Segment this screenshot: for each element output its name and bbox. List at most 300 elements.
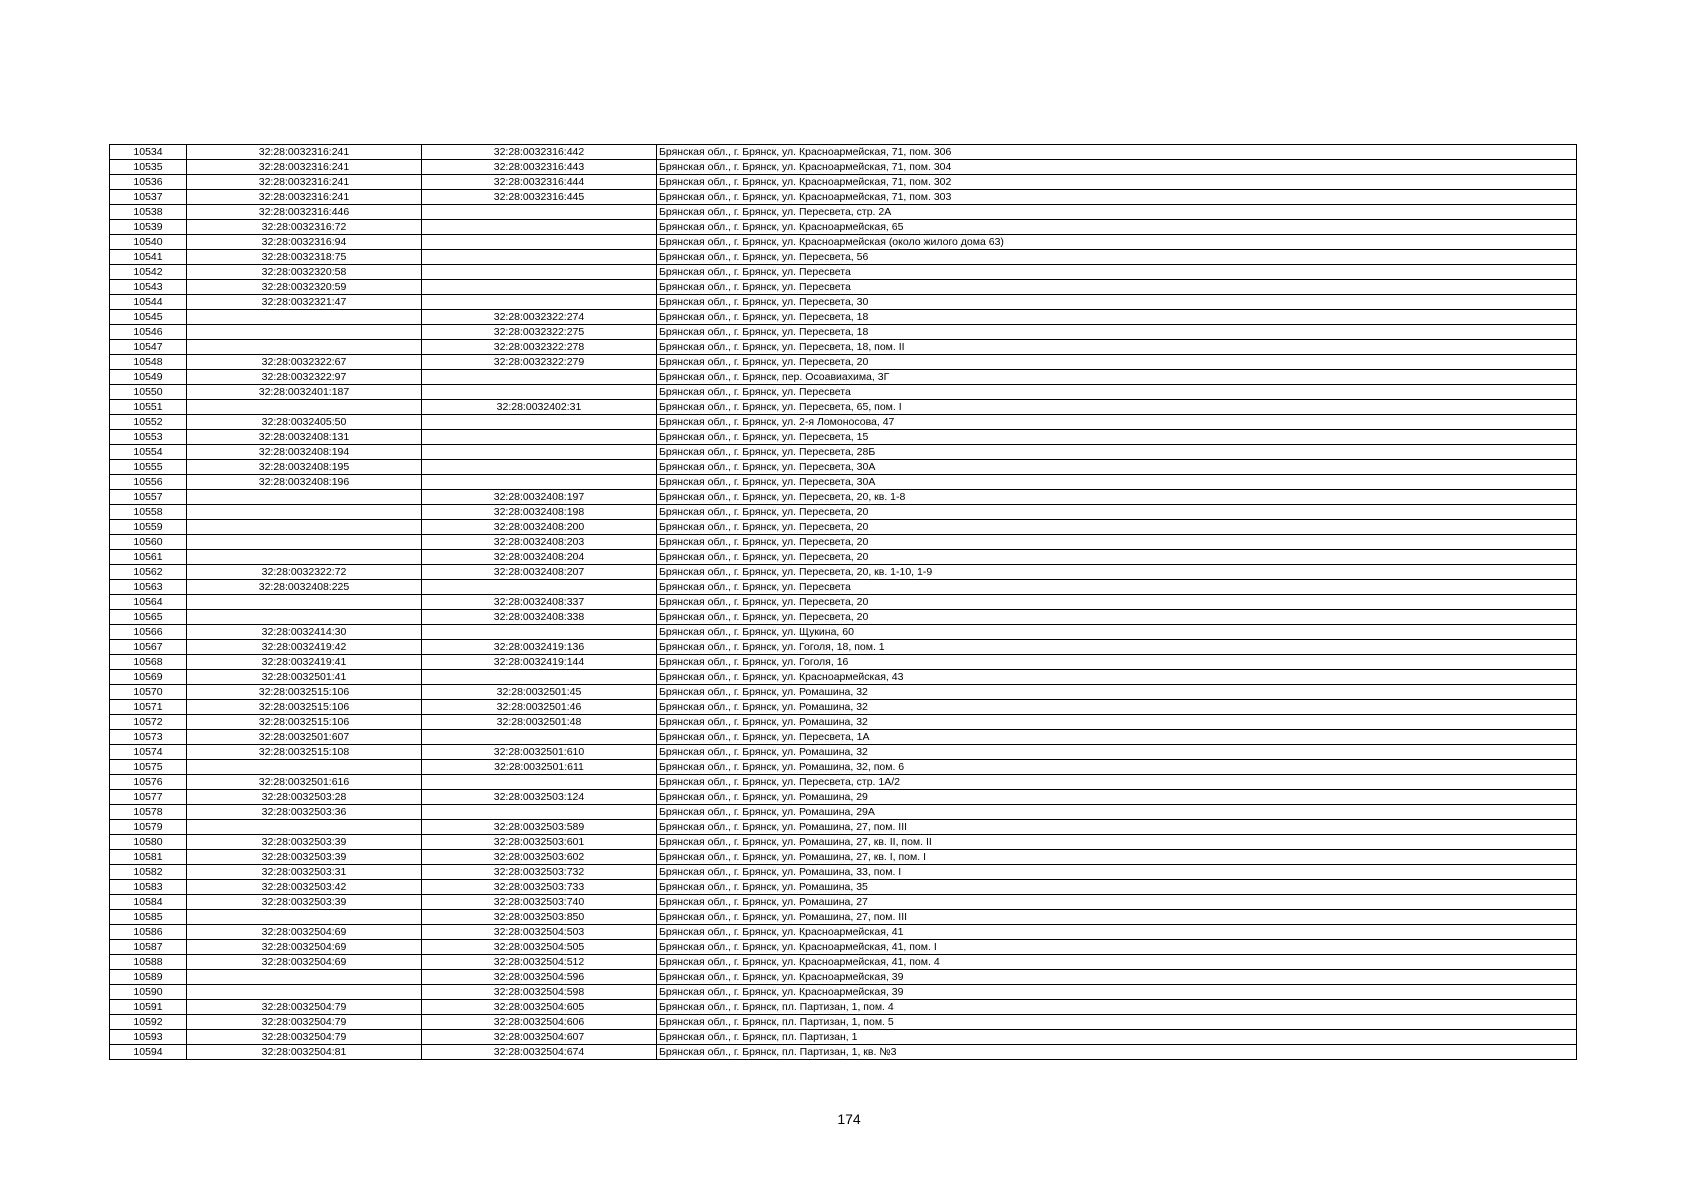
object-cadastral-number-cell: [422, 385, 657, 400]
object-cadastral-number-cell: 32:28:0032503:733: [422, 880, 657, 895]
table-row: [110, 835, 1577, 850]
row-number-cell: 10551: [110, 400, 187, 415]
row-number-cell: 10592: [110, 1015, 187, 1030]
object-cadastral-number-cell: 32:28:0032316:444: [422, 175, 657, 190]
cadastral-number-cell: 32:28:0032503:39: [187, 895, 422, 910]
address-cell: Брянская обл., г. Брянск, ул. Пересвета: [657, 280, 1577, 295]
object-cadastral-number-cell: 32:28:0032408:207: [422, 565, 657, 580]
address-cell: Брянская обл., г. Брянск, ул. Пересвета, 28Б: [657, 445, 1577, 460]
address-cell: Брянская обл., г. Брянск, ул. Ромашина, 32: [657, 715, 1577, 730]
address-cell: Брянская обл., г. Брянск, ул. Красноармейская, 43: [657, 670, 1577, 685]
cadastral-number-cell: 32:28:0032408:196: [187, 475, 422, 490]
table-row: [110, 460, 1577, 475]
cadastral-number-cell: [187, 820, 422, 835]
table-row: [110, 415, 1577, 430]
object-cadastral-number-cell: 32:28:0032322:278: [422, 340, 657, 355]
table-row: [110, 970, 1577, 985]
table-row: [110, 760, 1577, 775]
cadastral-number-cell: [187, 535, 422, 550]
object-cadastral-number-cell: 32:28:0032503:740: [422, 895, 657, 910]
row-number-cell: 10584: [110, 895, 187, 910]
address-cell: Брянская обл., г. Брянск, ул. Красноармейская, 41, пом. 4: [657, 955, 1577, 970]
address-cell: Брянская обл., г. Брянск, ул. Пересвета, 20: [657, 550, 1577, 565]
cadastral-number-cell: 32:28:0032316:94: [187, 235, 422, 250]
object-cadastral-number-cell: 32:28:0032504:598: [422, 985, 657, 1000]
table-row: [110, 220, 1577, 235]
address-cell: Брянская обл., г. Брянск, ул. Пересвета: [657, 385, 1577, 400]
address-cell: Брянская обл., г. Брянск, ул. Красноармейская, 71, пом. 304: [657, 160, 1577, 175]
row-number-cell: 10570: [110, 685, 187, 700]
table-body: [110, 145, 1577, 1060]
object-cadastral-number-cell: 32:28:0032504:607: [422, 1030, 657, 1045]
table-row: [110, 640, 1577, 655]
object-cadastral-number-cell: 32:28:0032419:136: [422, 640, 657, 655]
address-cell: Брянская обл., г. Брянск, ул. Ромашина, 27, кв. I, пом. I: [657, 850, 1577, 865]
cadastral-number-cell: [187, 970, 422, 985]
address-cell: Брянская обл., г. Брянск, ул. Ромашина, 27, пом. III: [657, 820, 1577, 835]
object-cadastral-number-cell: 32:28:0032316:443: [422, 160, 657, 175]
row-number-cell: 10564: [110, 595, 187, 610]
row-number-cell: 10589: [110, 970, 187, 985]
address-cell: Брянская обл., г. Брянск, ул. Пересвета, 20: [657, 505, 1577, 520]
address-cell: Брянская обл., г. Брянск, ул. Ромашина, 29А: [657, 805, 1577, 820]
object-cadastral-number-cell: 32:28:0032504:606: [422, 1015, 657, 1030]
object-cadastral-number-cell: [422, 370, 657, 385]
address-cell: Брянская обл., г. Брянск, ул. Ромашина, 32: [657, 685, 1577, 700]
object-cadastral-number-cell: 32:28:0032503:732: [422, 865, 657, 880]
table-row: [110, 610, 1577, 625]
address-cell: Брянская обл., г. Брянск, ул. Пересвета, 30А: [657, 475, 1577, 490]
row-number-cell: 10581: [110, 850, 187, 865]
table-row: [110, 265, 1577, 280]
cadastral-number-cell: 32:28:0032504:81: [187, 1045, 422, 1060]
cadastral-number-cell: 32:28:0032316:241: [187, 160, 422, 175]
object-cadastral-number-cell: 32:28:0032504:505: [422, 940, 657, 955]
row-number-cell: 10555: [110, 460, 187, 475]
table-row: [110, 430, 1577, 445]
address-cell: Брянская обл., г. Брянск, пл. Партизан, 1, кв. №3: [657, 1045, 1577, 1060]
row-number-cell: 10539: [110, 220, 187, 235]
table-row: [110, 925, 1577, 940]
cadastral-number-cell: 32:28:0032316:241: [187, 145, 422, 160]
row-number-cell: 10573: [110, 730, 187, 745]
address-cell: Брянская обл., г. Брянск, пер. Осоавиахима, 3Г: [657, 370, 1577, 385]
cadastral-number-cell: [187, 550, 422, 565]
object-cadastral-number-cell: [422, 730, 657, 745]
row-number-cell: 10575: [110, 760, 187, 775]
object-cadastral-number-cell: [422, 415, 657, 430]
object-cadastral-number-cell: [422, 295, 657, 310]
table-row: [110, 340, 1577, 355]
table-row: [110, 580, 1577, 595]
table-row: [110, 145, 1577, 160]
object-cadastral-number-cell: 32:28:0032503:602: [422, 850, 657, 865]
object-cadastral-number-cell: [422, 235, 657, 250]
address-cell: Брянская обл., г. Брянск, ул. Пересвета, 20, кв. 1-8: [657, 490, 1577, 505]
object-cadastral-number-cell: 32:28:0032402:31: [422, 400, 657, 415]
table-row: [110, 535, 1577, 550]
address-cell: Брянская обл., г. Брянск, ул. Пересвета, 30: [657, 295, 1577, 310]
row-number-cell: 10558: [110, 505, 187, 520]
address-cell: Брянская обл., г. Брянск, ул. Пересвета, стр. 1А/2: [657, 775, 1577, 790]
address-cell: Брянская обл., г. Брянск, ул. Красноармейская, 39: [657, 970, 1577, 985]
cadastral-number-cell: [187, 400, 422, 415]
row-number-cell: 10582: [110, 865, 187, 880]
cadastral-number-cell: 32:28:0032501:41: [187, 670, 422, 685]
object-cadastral-number-cell: 32:28:0032504:503: [422, 925, 657, 940]
table-row: [110, 655, 1577, 670]
cadastral-number-cell: 32:28:0032401:187: [187, 385, 422, 400]
table-row: [110, 445, 1577, 460]
row-number-cell: 10538: [110, 205, 187, 220]
cadastral-number-cell: 32:28:0032503:42: [187, 880, 422, 895]
address-cell: Брянская обл., г. Брянск, ул. Пересвета, 65, пом. I: [657, 400, 1577, 415]
object-cadastral-number-cell: 32:28:0032408:203: [422, 535, 657, 550]
cadastral-number-cell: 32:28:0032503:28: [187, 790, 422, 805]
object-cadastral-number-cell: 32:28:0032419:144: [422, 655, 657, 670]
object-cadastral-number-cell: 32:28:0032408:338: [422, 610, 657, 625]
address-cell: Брянская обл., г. Брянск, ул. Красноармейская, 71, пом. 302: [657, 175, 1577, 190]
table-row: [110, 235, 1577, 250]
address-cell: Брянская обл., г. Брянск, ул. Ромашина, 32: [657, 700, 1577, 715]
address-cell: Брянская обл., г. Брянск, ул. Красноармейская, 71, пом. 303: [657, 190, 1577, 205]
object-cadastral-number-cell: [422, 670, 657, 685]
object-cadastral-number-cell: [422, 265, 657, 280]
table-row: [110, 1030, 1577, 1045]
table-row: [110, 820, 1577, 835]
object-cadastral-number-cell: [422, 805, 657, 820]
cadastral-number-cell: 32:28:0032503:39: [187, 835, 422, 850]
cadastral-number-cell: 32:28:0032504:69: [187, 955, 422, 970]
row-number-cell: 10566: [110, 625, 187, 640]
object-cadastral-number-cell: 32:28:0032501:611: [422, 760, 657, 775]
row-number-cell: 10561: [110, 550, 187, 565]
row-number-cell: 10534: [110, 145, 187, 160]
row-number-cell: 10591: [110, 1000, 187, 1015]
row-number-cell: 10556: [110, 475, 187, 490]
cadastral-number-cell: 32:28:0032503:36: [187, 805, 422, 820]
table-row: [110, 880, 1577, 895]
object-cadastral-number-cell: [422, 460, 657, 475]
row-number-cell: 10588: [110, 955, 187, 970]
table-row: [110, 985, 1577, 1000]
address-cell: Брянская обл., г. Брянск, ул. Красноармейская, 39: [657, 985, 1577, 1000]
row-number-cell: 10578: [110, 805, 187, 820]
row-number-cell: 10590: [110, 985, 187, 1000]
object-cadastral-number-cell: 32:28:0032316:442: [422, 145, 657, 160]
row-number-cell: 10536: [110, 175, 187, 190]
address-cell: Брянская обл., г. Брянск, ул. Пересвета: [657, 265, 1577, 280]
row-number-cell: 10580: [110, 835, 187, 850]
table-row: [110, 490, 1577, 505]
table-row: [110, 565, 1577, 580]
object-cadastral-number-cell: 32:28:0032503:589: [422, 820, 657, 835]
row-number-cell: 10594: [110, 1045, 187, 1060]
address-cell: Брянская обл., г. Брянск, ул. Ромашина, 35: [657, 880, 1577, 895]
object-cadastral-number-cell: [422, 280, 657, 295]
table-row: [110, 595, 1577, 610]
table-row: [110, 625, 1577, 640]
table-row: [110, 385, 1577, 400]
cadastral-number-cell: 32:28:0032408:225: [187, 580, 422, 595]
cadastral-number-cell: 32:28:0032408:194: [187, 445, 422, 460]
table-row: [110, 910, 1577, 925]
row-number-cell: 10583: [110, 880, 187, 895]
row-number-cell: 10554: [110, 445, 187, 460]
cadastral-number-cell: 32:28:0032504:79: [187, 1030, 422, 1045]
object-cadastral-number-cell: 32:28:0032408:200: [422, 520, 657, 535]
cadastral-number-cell: 32:28:0032515:106: [187, 700, 422, 715]
address-cell: Брянская обл., г. Брянск, ул. Ромашина, 33, пом. I: [657, 865, 1577, 880]
address-cell: Брянская обл., г. Брянск, ул. Гоголя, 16: [657, 655, 1577, 670]
table-row: [110, 670, 1577, 685]
row-number-cell: 10587: [110, 940, 187, 955]
object-cadastral-number-cell: [422, 430, 657, 445]
table-row: [110, 775, 1577, 790]
table-row: [110, 715, 1577, 730]
table-row: [110, 730, 1577, 745]
row-number-cell: 10586: [110, 925, 187, 940]
cadastral-number-cell: 32:28:0032504:79: [187, 1015, 422, 1030]
cadastral-number-cell: 32:28:0032504:79: [187, 1000, 422, 1015]
object-cadastral-number-cell: [422, 775, 657, 790]
object-cadastral-number-cell: 32:28:0032501:46: [422, 700, 657, 715]
row-number-cell: 10541: [110, 250, 187, 265]
table-row: [110, 325, 1577, 340]
row-number-cell: 10579: [110, 820, 187, 835]
row-number-cell: 10535: [110, 160, 187, 175]
table-row: [110, 310, 1577, 325]
cadastral-number-cell: [187, 325, 422, 340]
row-number-cell: 10545: [110, 310, 187, 325]
row-number-cell: 10549: [110, 370, 187, 385]
address-cell: Брянская обл., г. Брянск, ул. Пересвета: [657, 580, 1577, 595]
table-row: [110, 520, 1577, 535]
page-number: 174: [837, 1111, 861, 1127]
address-cell: Брянская обл., г. Брянск, ул. Пересвета, стр. 2А: [657, 205, 1577, 220]
address-cell: Брянская обл., г. Брянск, ул. Пересвета, 18, пом. II: [657, 340, 1577, 355]
table-row: [110, 250, 1577, 265]
row-number-cell: 10565: [110, 610, 187, 625]
address-cell: Брянская обл., г. Брянск, ул. Пересвета, 30А: [657, 460, 1577, 475]
object-cadastral-number-cell: 32:28:0032503:124: [422, 790, 657, 805]
object-cadastral-number-cell: 32:28:0032501:48: [422, 715, 657, 730]
cadastral-number-cell: 32:28:0032321:47: [187, 295, 422, 310]
object-cadastral-number-cell: 32:28:0032504:512: [422, 955, 657, 970]
row-number-cell: 10568: [110, 655, 187, 670]
object-cadastral-number-cell: 32:28:0032501:45: [422, 685, 657, 700]
row-number-cell: 10593: [110, 1030, 187, 1045]
object-cadastral-number-cell: [422, 205, 657, 220]
table-row: [110, 175, 1577, 190]
address-cell: Брянская обл., г. Брянск, ул. Пересвета, 1А: [657, 730, 1577, 745]
object-cadastral-number-cell: 32:28:0032322:275: [422, 325, 657, 340]
cadastral-number-cell: [187, 760, 422, 775]
cadastral-number-cell: 32:28:0032318:75: [187, 250, 422, 265]
address-cell: Брянская обл., г. Брянск, ул. Пересвета, 20: [657, 610, 1577, 625]
object-cadastral-number-cell: [422, 250, 657, 265]
address-cell: Брянская обл., г. Брянск, ул. Пересвета, 20: [657, 520, 1577, 535]
address-cell: Брянская обл., г. Брянск, ул. Ромашина, 32, пом. 6: [657, 760, 1577, 775]
address-cell: Брянская обл., г. Брянск, ул. Ромашина, 29: [657, 790, 1577, 805]
row-number-cell: 10548: [110, 355, 187, 370]
cadastral-number-cell: 32:28:0032503:31: [187, 865, 422, 880]
row-number-cell: 10585: [110, 910, 187, 925]
address-cell: Брянская обл., г. Брянск, ул. Щукина, 60: [657, 625, 1577, 640]
address-cell: Брянская обл., г. Брянск, ул. Ромашина, 27, кв. II, пом. II: [657, 835, 1577, 850]
address-cell: Брянская обл., г. Брянск, ул. 2-я Ломоносова, 47: [657, 415, 1577, 430]
cadastral-number-cell: 32:28:0032322:67: [187, 355, 422, 370]
row-number-cell: 10574: [110, 745, 187, 760]
row-number-cell: 10576: [110, 775, 187, 790]
table-row: [110, 370, 1577, 385]
cadastral-number-cell: 32:28:0032503:39: [187, 850, 422, 865]
cadastral-number-cell: 32:28:0032501:607: [187, 730, 422, 745]
object-cadastral-number-cell: [422, 580, 657, 595]
row-number-cell: 10547: [110, 340, 187, 355]
object-cadastral-number-cell: 32:28:0032408:337: [422, 595, 657, 610]
address-cell: Брянская обл., г. Брянск, ул. Пересвета, 20: [657, 595, 1577, 610]
table-row: [110, 895, 1577, 910]
object-cadastral-number-cell: 32:28:0032503:601: [422, 835, 657, 850]
row-number-cell: 10540: [110, 235, 187, 250]
address-cell: Брянская обл., г. Брянск, ул. Ромашина, 27, пом. III: [657, 910, 1577, 925]
address-cell: Брянская обл., г. Брянск, ул. Красноармейская, 41, пом. I: [657, 940, 1577, 955]
cadastral-number-cell: 32:28:0032504:69: [187, 940, 422, 955]
row-number-cell: 10552: [110, 415, 187, 430]
address-cell: Брянская обл., г. Брянск, ул. Красноармейская, 65: [657, 220, 1577, 235]
registry-table: [109, 144, 1577, 1060]
cadastral-number-cell: 32:28:0032515:108: [187, 745, 422, 760]
cadastral-number-cell: 32:28:0032419:41: [187, 655, 422, 670]
row-number-cell: 10559: [110, 520, 187, 535]
cadastral-number-cell: 32:28:0032408:195: [187, 460, 422, 475]
address-cell: Брянская обл., г. Брянск, ул. Гоголя, 18, пом. 1: [657, 640, 1577, 655]
address-cell: Брянская обл., г. Брянск, ул. Пересвета, 15: [657, 430, 1577, 445]
row-number-cell: 10543: [110, 280, 187, 295]
object-cadastral-number-cell: 32:28:0032408:204: [422, 550, 657, 565]
table-row: [110, 805, 1577, 820]
table-row: [110, 205, 1577, 220]
table-row: [110, 280, 1577, 295]
row-number-cell: 10546: [110, 325, 187, 340]
table-row: [110, 190, 1577, 205]
row-number-cell: 10544: [110, 295, 187, 310]
row-number-cell: 10542: [110, 265, 187, 280]
object-cadastral-number-cell: [422, 220, 657, 235]
table-row: [110, 790, 1577, 805]
object-cadastral-number-cell: 32:28:0032408:198: [422, 505, 657, 520]
table-row: [110, 850, 1577, 865]
address-cell: Брянская обл., г. Брянск, пл. Партизан, 1: [657, 1030, 1577, 1045]
table-row: [110, 160, 1577, 175]
table-row: [110, 685, 1577, 700]
cadastral-number-cell: [187, 490, 422, 505]
table-row: [110, 745, 1577, 760]
object-cadastral-number-cell: 32:28:0032504:596: [422, 970, 657, 985]
object-cadastral-number-cell: 32:28:0032322:274: [422, 310, 657, 325]
address-cell: Брянская обл., г. Брянск, ул. Ромашина, 32: [657, 745, 1577, 760]
cadastral-number-cell: 32:28:0032515:106: [187, 685, 422, 700]
table-row: [110, 865, 1577, 880]
cadastral-number-cell: [187, 340, 422, 355]
row-number-cell: 10550: [110, 385, 187, 400]
cadastral-number-cell: 32:28:0032316:446: [187, 205, 422, 220]
row-number-cell: 10553: [110, 430, 187, 445]
address-cell: Брянская обл., г. Брянск, ул. Пересвета, 18: [657, 325, 1577, 340]
address-cell: Брянская обл., г. Брянск, ул. Красноармейская, 71, пом. 306: [657, 145, 1577, 160]
cadastral-number-cell: 32:28:0032316:241: [187, 175, 422, 190]
address-cell: Брянская обл., г. Брянск, ул. Пересвета, 18: [657, 310, 1577, 325]
cadastral-number-cell: 32:28:0032320:58: [187, 265, 422, 280]
cadastral-number-cell: [187, 310, 422, 325]
object-cadastral-number-cell: [422, 625, 657, 640]
row-number-cell: 10563: [110, 580, 187, 595]
table-row: [110, 295, 1577, 310]
table-row: [110, 1015, 1577, 1030]
cadastral-number-cell: 32:28:0032316:72: [187, 220, 422, 235]
row-number-cell: 10560: [110, 535, 187, 550]
table-row: [110, 1045, 1577, 1060]
table-row: [110, 700, 1577, 715]
object-cadastral-number-cell: 32:28:0032504:674: [422, 1045, 657, 1060]
table-row: [110, 550, 1577, 565]
table-row: [110, 400, 1577, 415]
address-cell: Брянская обл., г. Брянск, пл. Партизан, 1, пом. 5: [657, 1015, 1577, 1030]
object-cadastral-number-cell: [422, 445, 657, 460]
table-row: [110, 355, 1577, 370]
object-cadastral-number-cell: 32:28:0032504:605: [422, 1000, 657, 1015]
row-number-cell: 10562: [110, 565, 187, 580]
cadastral-number-cell: 32:28:0032322:97: [187, 370, 422, 385]
row-number-cell: 10577: [110, 790, 187, 805]
row-number-cell: 10571: [110, 700, 187, 715]
table-row: [110, 505, 1577, 520]
cadastral-number-cell: 32:28:0032515:106: [187, 715, 422, 730]
cadastral-number-cell: 32:28:0032316:241: [187, 190, 422, 205]
table-row: [110, 1000, 1577, 1015]
row-number-cell: 10572: [110, 715, 187, 730]
address-cell: Брянская обл., г. Брянск, ул. Пересвета, 20: [657, 355, 1577, 370]
object-cadastral-number-cell: 32:28:0032322:279: [422, 355, 657, 370]
cadastral-number-cell: [187, 910, 422, 925]
address-cell: Брянская обл., г. Брянск, ул. Пересвета, 56: [657, 250, 1577, 265]
cadastral-number-cell: [187, 595, 422, 610]
object-cadastral-number-cell: 32:28:0032408:197: [422, 490, 657, 505]
row-number-cell: 10537: [110, 190, 187, 205]
row-number-cell: 10567: [110, 640, 187, 655]
cadastral-number-cell: 32:28:0032414:30: [187, 625, 422, 640]
cadastral-number-cell: [187, 985, 422, 1000]
object-cadastral-number-cell: [422, 475, 657, 490]
address-cell: Брянская обл., г. Брянск, пл. Партизан, 1, пом. 4: [657, 1000, 1577, 1015]
cadastral-number-cell: 32:28:0032419:42: [187, 640, 422, 655]
object-cadastral-number-cell: 32:28:0032316:445: [422, 190, 657, 205]
address-cell: Брянская обл., г. Брянск, ул. Ромашина, 27: [657, 895, 1577, 910]
address-cell: Брянская обл., г. Брянск, ул. Пересвета, 20, кв. 1-10, 1-9: [657, 565, 1577, 580]
address-cell: Брянская обл., г. Брянск, ул. Красноармейская (около жилого дома 63): [657, 235, 1577, 250]
cadastral-number-cell: 32:28:0032405:50: [187, 415, 422, 430]
table-row: [110, 475, 1577, 490]
row-number-cell: 10569: [110, 670, 187, 685]
cadastral-number-cell: 32:28:0032320:59: [187, 280, 422, 295]
cadastral-number-cell: 32:28:0032501:616: [187, 775, 422, 790]
cadastral-number-cell: 32:28:0032408:131: [187, 430, 422, 445]
address-cell: Брянская обл., г. Брянск, ул. Пересвета, 20: [657, 535, 1577, 550]
object-cadastral-number-cell: 32:28:0032501:610: [422, 745, 657, 760]
cadastral-number-cell: [187, 520, 422, 535]
row-number-cell: 10557: [110, 490, 187, 505]
